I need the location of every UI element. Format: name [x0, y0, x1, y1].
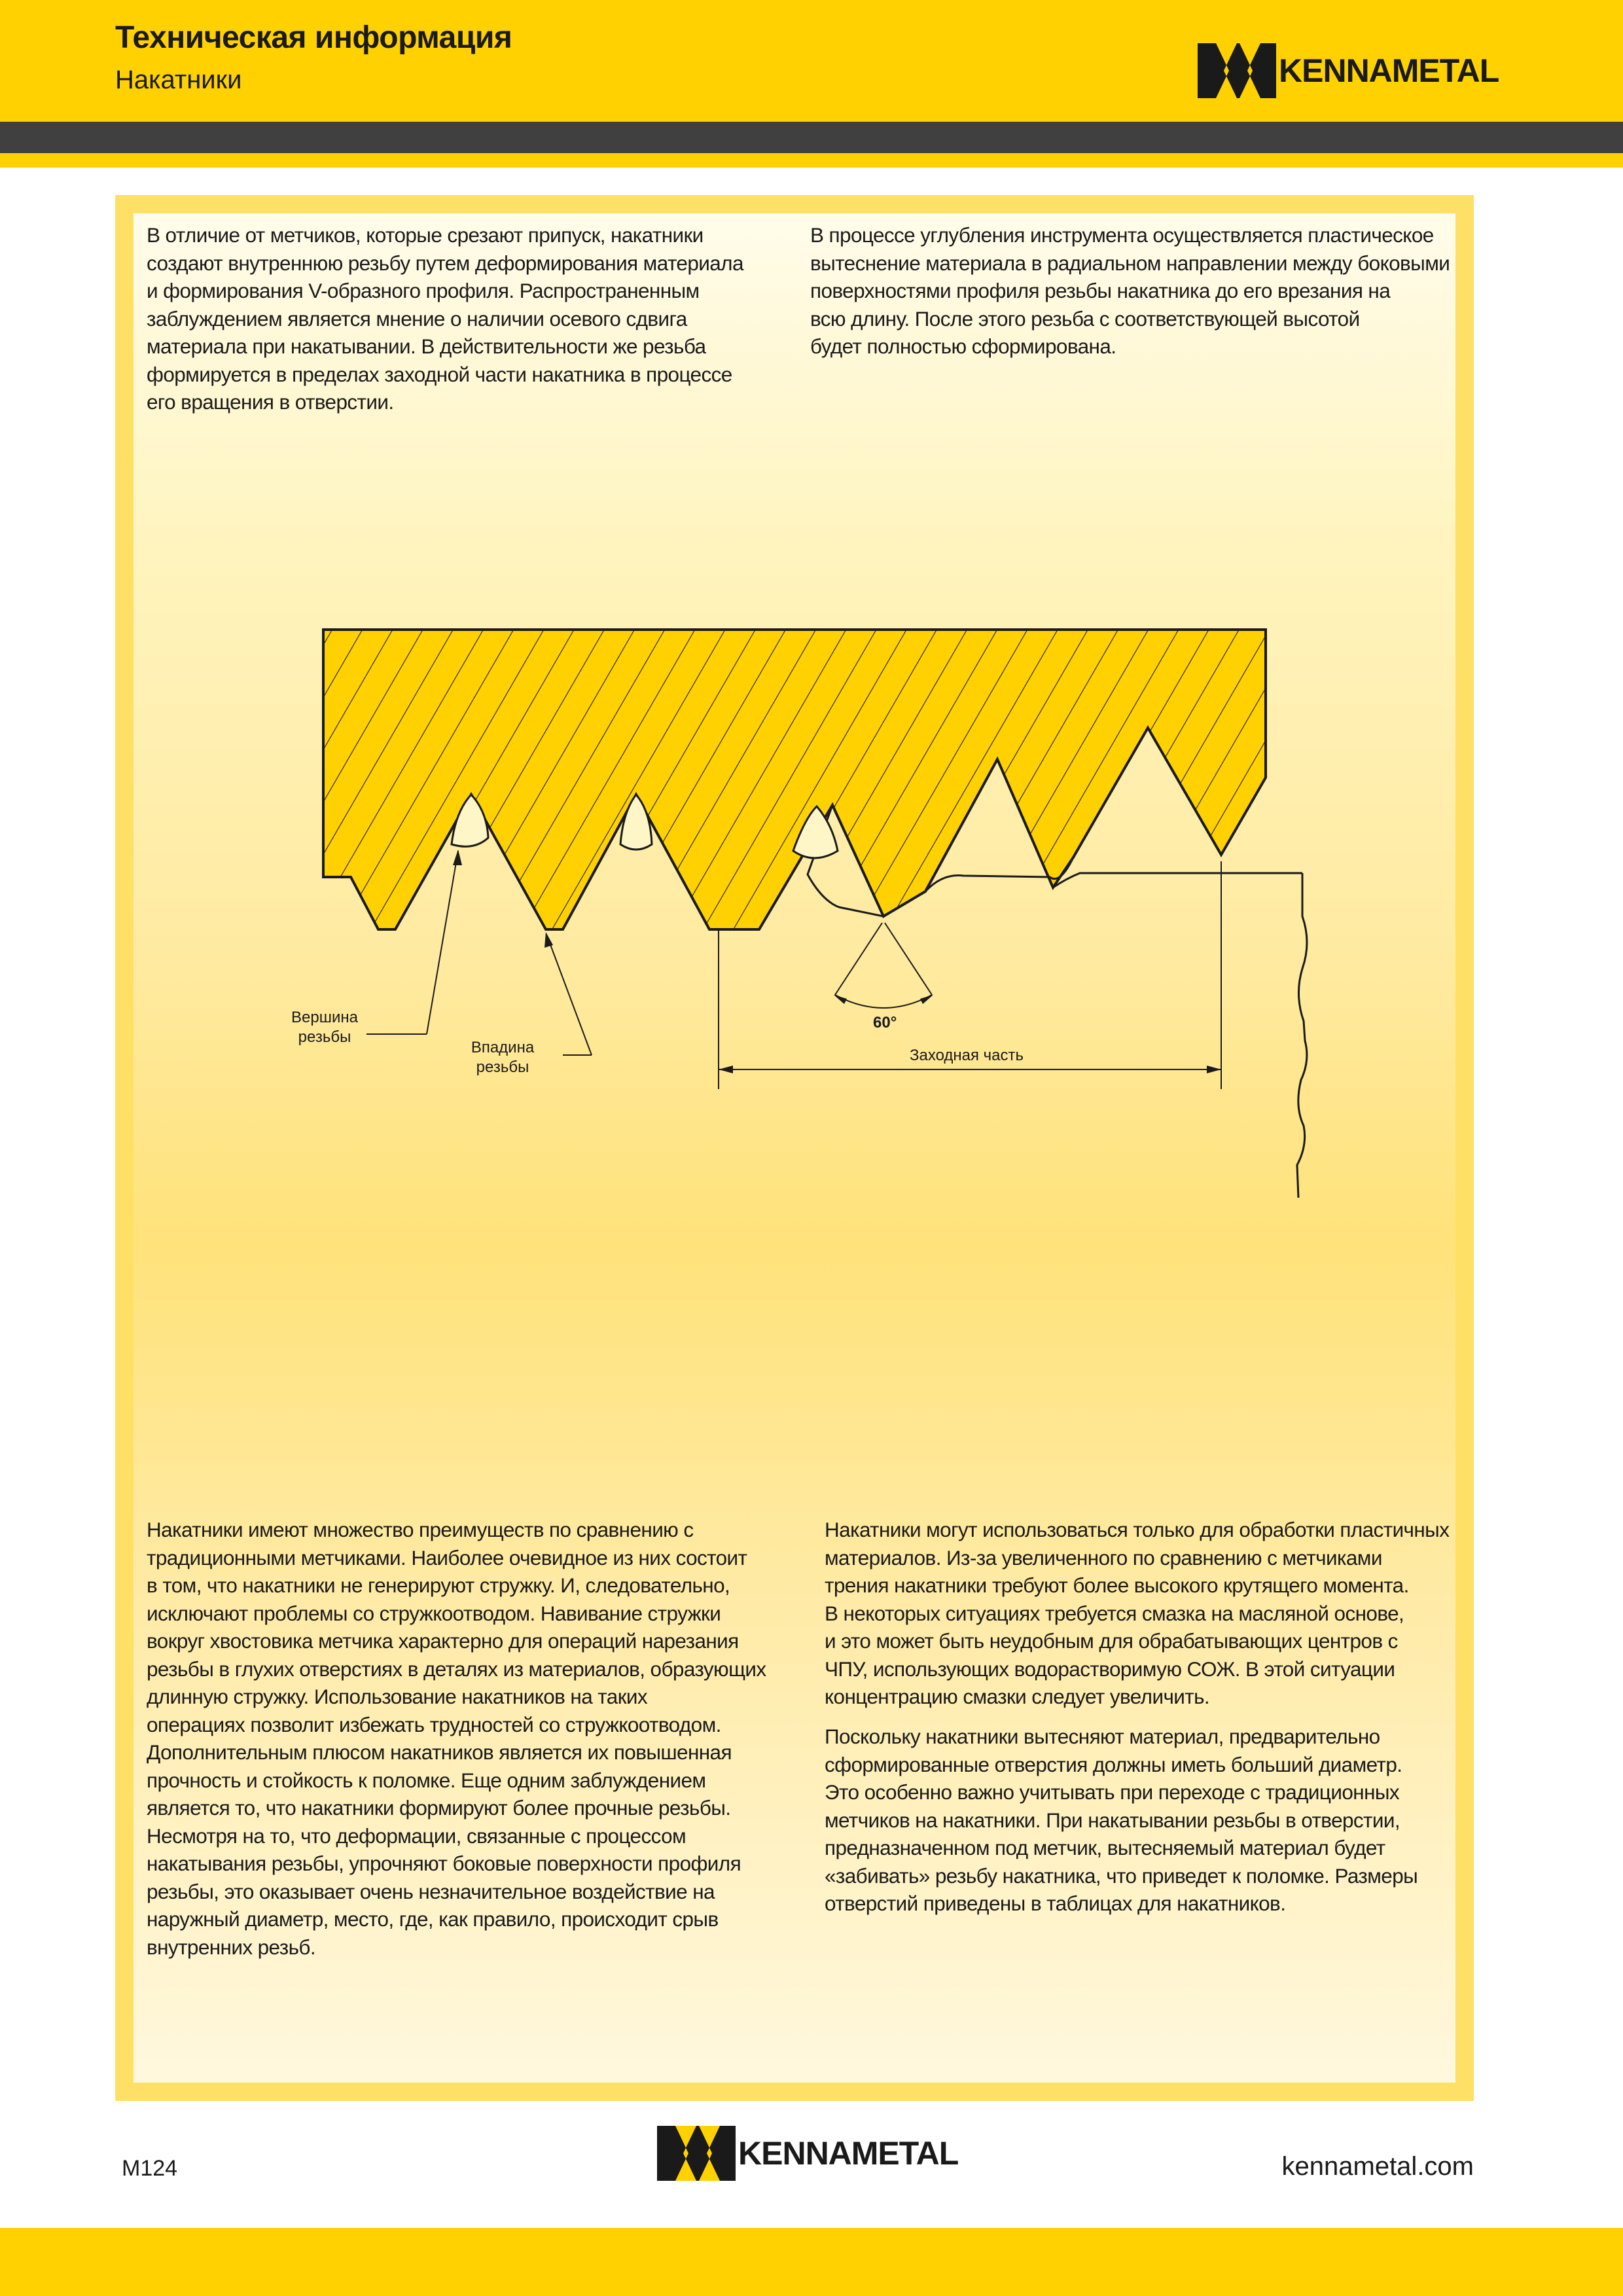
footer-logo	[657, 2126, 958, 2181]
header-subtitle: Накатники	[115, 65, 242, 94]
lead-label: Заходная часть	[910, 1047, 1024, 1064]
footer-band	[0, 2228, 1623, 2296]
crest-arrow	[453, 850, 462, 865]
break-line	[1297, 873, 1307, 1198]
header-title: Техническая информация	[115, 20, 512, 55]
workpiece-surface	[1053, 873, 1302, 888]
body-right-text-1: Накатники могут использоваться только для обработки пластичных материалов. Из-за увеличенного по сравнению с метчиками трения накатники требуют более высокого крутящего момента. В некоторых ситуациях требуется смазка на масляной основе, и это может быть неудобным для обрабатывающих центров с ЧПУ, использующих водорастворимую СОЖ. В этой ситуации концентрацию смазки следует увеличить.	[825, 1518, 1450, 1708]
root-label: Впадина резьбы	[471, 1039, 535, 1076]
body-left-text: Накатники имеют множество преимуществ по сравнению с традиционными метчиками. Наиболее очевидное из них состоит в том, что накатники не генерируют стружку. И, следовательно, исключают проблемы со стружкоотводом. Навивание стружки вокруг хвостовика метчика характерно для операций нарезания резьбы в глухих отверстиях в деталях из материалов, образующих длинную стружку. Использование накатников на таких операциях позволит избежать трудностей со стружкоотводом. Дополнительным плюсом накатников является их повышенная прочность и стойкость к поломке. Еще одним заблуждением является то, что накатники формируют более прочные резьбы. Несмотря на то, что деформации, связанные с процессом накатывания резьбы, упрочняют боковые поверхности профиля резьбы, это оказывает очень незначительное воздействие на наружный диаметр, место, где, как правило, происходит срыв внутренних резьб.	[147, 1518, 766, 1959]
angle-arc	[835, 995, 932, 1008]
root-arrow	[544, 932, 553, 948]
lead-arrow-right	[1207, 1066, 1221, 1073]
intro-right-text: В процессе углубления инструмента осуществляется пластическое вытеснение материала в радиальном направлении между боковыми поверхностями профиля резьбы накатника до его врезания на всю длину. После этого резьба с соответствующей высотой будет полностью сформирована.	[810, 223, 1450, 358]
brand-wordmark: KENNAMETAL	[1279, 52, 1499, 89]
lead-arrow-left	[719, 1066, 733, 1073]
angle-arrow-right	[920, 995, 933, 1004]
angle-line-left	[835, 923, 882, 995]
tool-thread-profile	[323, 630, 1266, 929]
angle-label: 60°	[873, 1014, 897, 1031]
crest-leader	[427, 851, 458, 1034]
footer-brand-wordmark: KENNAMETAL	[738, 2135, 959, 2172]
angle-line-right	[885, 923, 932, 995]
body-right-text-2: Поскольку накатники вытесняют материал, предварительно сформированные отверстия должны иметь больший диаметр. Это особенно важно учитывать при переходе с традиционных метчиков на накатники. При накатывании резьбы в отверстии, предназначенном под метчик, вытесняемый материал будет «забивать» резьбу накатника, что приведет к поломке. Размеры отверстий приведены в таблицах для накатников.	[825, 1725, 1418, 1915]
root-leader	[547, 936, 592, 1055]
kennametal-k-icon-footer	[657, 2126, 736, 2181]
footer-url-link[interactable]: kennametal.com	[1281, 2152, 1474, 2181]
crest-label: Вершина резьбы	[291, 1009, 358, 1046]
page-number: M124	[122, 2156, 178, 2181]
angle-arrow-left	[834, 995, 847, 1004]
intro-left-text: В отличие от метчиков, которые срезают припуск, накатники создают внутреннюю резьбу путем деформирования материала и формирования V-образного профиля. Распространенным заблуждением является мнение о наличии осевого сдвига материала при накатывании. В действительности же резьба формируется в пределах заходной части накатника в процессе его вращения в отверстии.	[147, 223, 743, 414]
